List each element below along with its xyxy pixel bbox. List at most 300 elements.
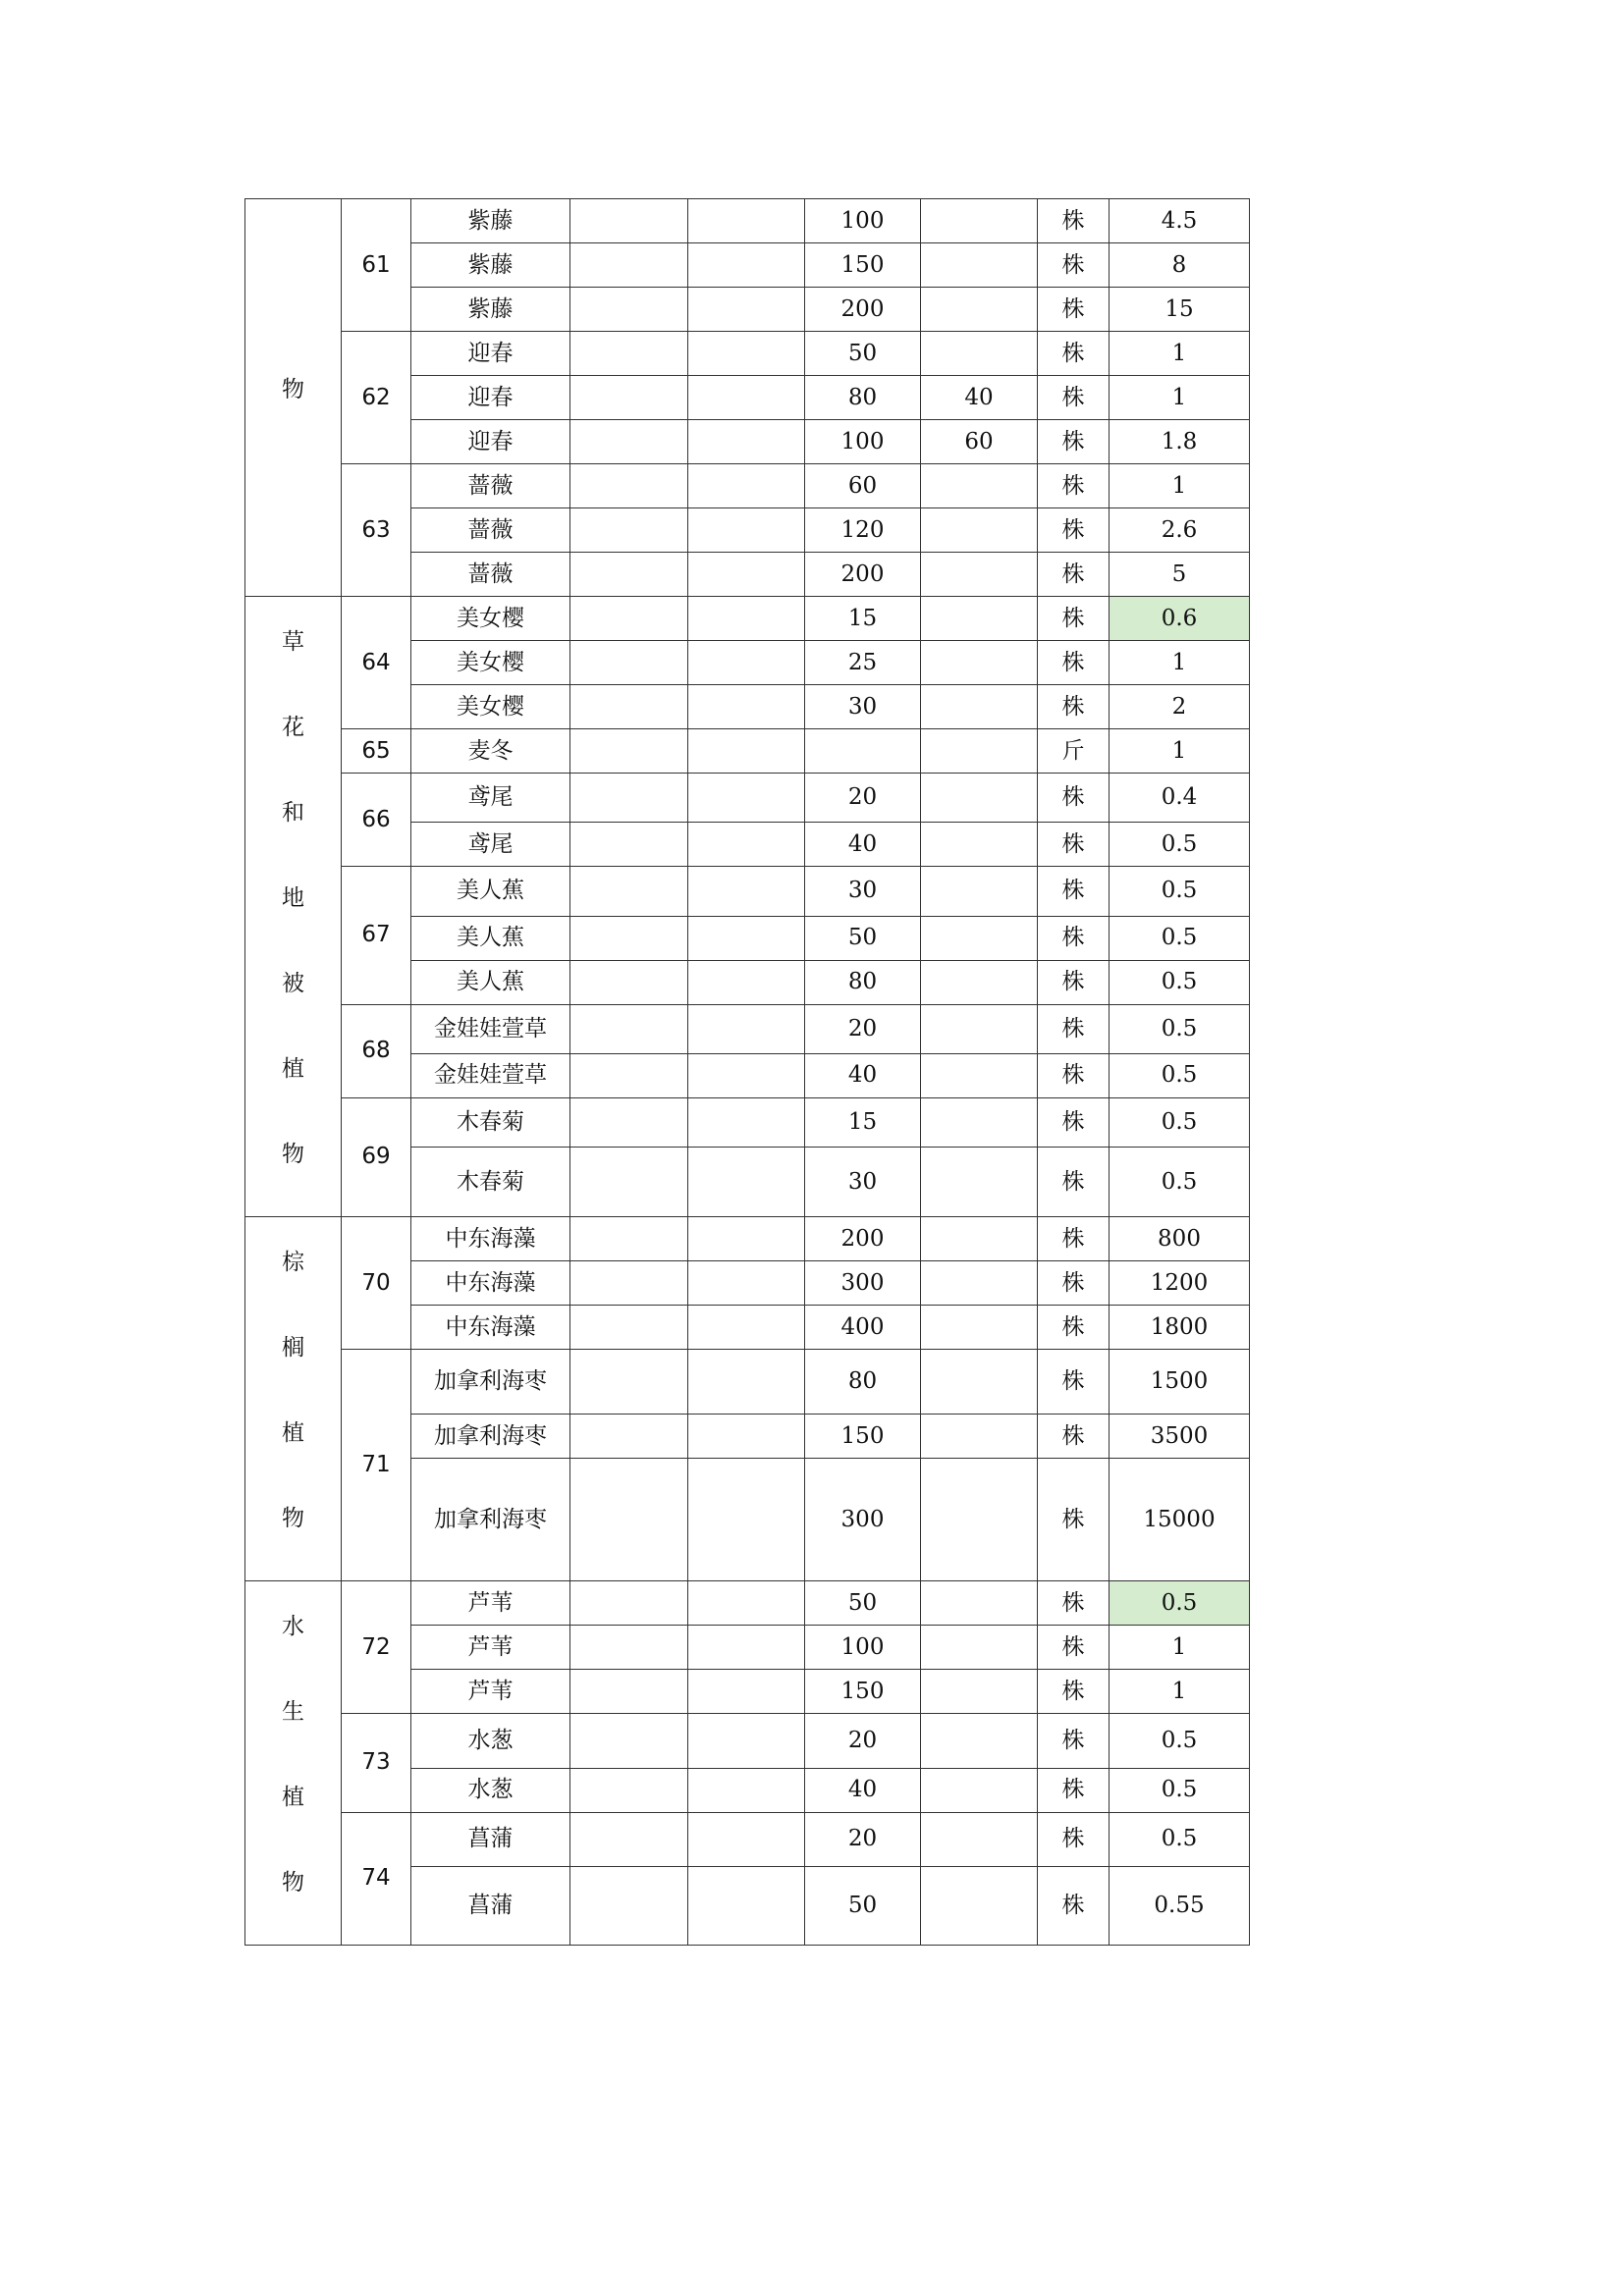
plant-name-cell: 芦苇 — [411, 1670, 570, 1714]
spec-cell — [921, 553, 1038, 597]
spec-cell — [921, 1097, 1038, 1147]
plant-name-cell: 迎春 — [411, 332, 570, 376]
spec-cell — [921, 729, 1038, 774]
table-row — [245, 597, 1250, 641]
price-cell: 1 — [1110, 376, 1250, 420]
price-cell: 5 — [1110, 553, 1250, 597]
category-char: 物 — [282, 376, 304, 402]
blank-cell — [688, 916, 805, 960]
price-cell: 0.5 — [1110, 1097, 1250, 1147]
plant-name-cell: 紫藤 — [411, 243, 570, 288]
unit-cell: 株 — [1038, 332, 1110, 376]
size-cell: 80 — [805, 1350, 921, 1415]
unit-cell: 株 — [1038, 1812, 1110, 1867]
blank-cell — [570, 508, 688, 553]
size-cell: 150 — [805, 1415, 921, 1459]
blank-cell — [688, 243, 805, 288]
size-cell: 15 — [805, 1097, 921, 1147]
blank-cell — [688, 1261, 805, 1306]
size-cell: 30 — [805, 1148, 921, 1217]
spec-cell — [921, 1867, 1038, 1946]
plant-name-cell: 蔷薇 — [411, 508, 570, 553]
item-number-cell: 70 — [342, 1217, 411, 1350]
blank-cell — [688, 553, 805, 597]
blank-cell — [570, 1415, 688, 1459]
blank-cell — [688, 288, 805, 332]
price-cell: 0.5 — [1110, 1812, 1250, 1867]
category-char: 草 — [282, 629, 304, 655]
category-cell — [245, 199, 342, 597]
blank-cell — [688, 597, 805, 641]
plant-name-cell: 美女樱 — [411, 685, 570, 729]
blank-cell — [570, 332, 688, 376]
size-cell: 400 — [805, 1306, 921, 1350]
blank-cell — [688, 823, 805, 867]
size-cell: 50 — [805, 916, 921, 960]
table-row — [245, 774, 1250, 823]
price-cell: 0.5 — [1110, 1581, 1250, 1626]
spec-cell — [921, 916, 1038, 960]
blank-cell — [570, 1459, 688, 1581]
spec-cell — [921, 1459, 1038, 1581]
blank-cell — [570, 420, 688, 464]
unit-cell: 株 — [1038, 199, 1110, 243]
size-cell: 120 — [805, 508, 921, 553]
category-label — [245, 597, 341, 1216]
category-label — [245, 1217, 341, 1580]
blank-cell — [688, 376, 805, 420]
blank-cell — [570, 1626, 688, 1670]
price-cell: 1 — [1110, 332, 1250, 376]
size-cell: 50 — [805, 1867, 921, 1946]
blank-cell — [688, 1768, 805, 1812]
unit-cell: 斤 — [1038, 729, 1110, 774]
spec-cell — [921, 1714, 1038, 1769]
plant-name-cell: 蔷薇 — [411, 553, 570, 597]
category-char: 榈 — [282, 1335, 304, 1361]
table-row — [245, 1812, 1250, 1867]
table-row — [245, 1217, 1250, 1261]
unit-cell: 株 — [1038, 1261, 1110, 1306]
unit-cell: 株 — [1038, 1867, 1110, 1946]
item-number-cell: 69 — [342, 1097, 411, 1216]
size-cell: 150 — [805, 1670, 921, 1714]
price-cell: 0.6 — [1110, 597, 1250, 641]
item-number-cell: 68 — [342, 1004, 411, 1097]
table-row — [245, 464, 1250, 508]
category-char: 物 — [282, 1142, 304, 1167]
size-cell: 15 — [805, 597, 921, 641]
size-cell: 100 — [805, 1626, 921, 1670]
plant-name-cell: 中东海藻 — [411, 1261, 570, 1306]
unit-cell: 株 — [1038, 960, 1110, 1004]
plant-name-cell: 紫藤 — [411, 199, 570, 243]
blank-cell — [570, 1867, 688, 1946]
size-cell: 50 — [805, 332, 921, 376]
spec-cell — [921, 332, 1038, 376]
blank-cell — [688, 1714, 805, 1769]
category-char: 物 — [282, 1506, 304, 1531]
spec-cell — [921, 199, 1038, 243]
spec-cell — [921, 1670, 1038, 1714]
blank-cell — [570, 774, 688, 823]
plant-name-cell: 迎春 — [411, 376, 570, 420]
unit-cell: 株 — [1038, 1350, 1110, 1415]
price-cell: 0.5 — [1110, 916, 1250, 960]
blank-cell — [570, 288, 688, 332]
price-cell: 0.5 — [1110, 867, 1250, 916]
plant-name-cell: 金娃娃萱草 — [411, 1004, 570, 1053]
unit-cell: 株 — [1038, 508, 1110, 553]
size-cell: 30 — [805, 867, 921, 916]
spec-cell — [921, 960, 1038, 1004]
table-body — [245, 199, 1250, 1946]
category-char: 植 — [282, 1420, 304, 1446]
unit-cell: 株 — [1038, 685, 1110, 729]
spec-cell — [921, 243, 1038, 288]
plant-name-cell: 菖蒲 — [411, 1812, 570, 1867]
blank-cell — [570, 243, 688, 288]
blank-cell — [688, 729, 805, 774]
spec-cell — [921, 288, 1038, 332]
item-number-cell: 73 — [342, 1714, 411, 1813]
spec-cell — [921, 1581, 1038, 1626]
blank-cell — [688, 1415, 805, 1459]
blank-cell — [570, 1217, 688, 1261]
unit-cell: 株 — [1038, 1217, 1110, 1261]
price-cell: 1800 — [1110, 1306, 1250, 1350]
blank-cell — [570, 1148, 688, 1217]
category-char: 植 — [282, 1785, 304, 1810]
item-number-cell: 66 — [342, 774, 411, 867]
unit-cell: 株 — [1038, 1004, 1110, 1053]
blank-cell — [570, 1670, 688, 1714]
spec-cell — [921, 1415, 1038, 1459]
plant-name-cell: 蔷薇 — [411, 464, 570, 508]
spec-cell — [921, 867, 1038, 916]
blank-cell — [688, 464, 805, 508]
plant-name-cell: 美女樱 — [411, 641, 570, 685]
unit-cell: 株 — [1038, 1097, 1110, 1147]
table-row — [245, 1581, 1250, 1626]
plant-name-cell: 金娃娃萱草 — [411, 1053, 570, 1097]
plant-name-cell: 加拿利海枣 — [411, 1415, 570, 1459]
spec-cell — [921, 1004, 1038, 1053]
blank-cell — [570, 376, 688, 420]
blank-cell — [688, 641, 805, 685]
blank-cell — [570, 1768, 688, 1812]
price-cell: 15000 — [1110, 1459, 1250, 1581]
category-char: 生 — [282, 1699, 304, 1725]
table-row — [245, 199, 1250, 243]
unit-cell: 株 — [1038, 823, 1110, 867]
blank-cell — [570, 597, 688, 641]
plant-name-cell: 芦苇 — [411, 1581, 570, 1626]
plant-name-cell: 美人蕉 — [411, 867, 570, 916]
price-cell: 1 — [1110, 729, 1250, 774]
category-char: 棕 — [282, 1250, 304, 1275]
unit-cell: 株 — [1038, 641, 1110, 685]
item-number-cell: 62 — [342, 332, 411, 464]
spec-cell — [921, 1812, 1038, 1867]
plant-name-cell: 美女樱 — [411, 597, 570, 641]
plant-name-cell: 紫藤 — [411, 288, 570, 332]
plant-name-cell: 美人蕉 — [411, 960, 570, 1004]
size-cell: 80 — [805, 960, 921, 1004]
blank-cell — [688, 685, 805, 729]
category-char: 花 — [282, 715, 304, 740]
price-cell: 0.5 — [1110, 823, 1250, 867]
blank-cell — [688, 420, 805, 464]
plant-name-cell: 麦冬 — [411, 729, 570, 774]
plant-name-cell: 鸢尾 — [411, 823, 570, 867]
blank-cell — [688, 1097, 805, 1147]
size-cell: 25 — [805, 641, 921, 685]
plant-price-table — [244, 198, 1250, 1946]
blank-cell — [688, 1459, 805, 1581]
blank-cell — [688, 1350, 805, 1415]
size-cell: 200 — [805, 553, 921, 597]
blank-cell — [570, 464, 688, 508]
blank-cell — [570, 1306, 688, 1350]
spec-cell — [921, 597, 1038, 641]
blank-cell — [570, 1350, 688, 1415]
unit-cell: 株 — [1038, 1670, 1110, 1714]
unit-cell: 株 — [1038, 288, 1110, 332]
unit-cell: 株 — [1038, 376, 1110, 420]
price-cell: 8 — [1110, 243, 1250, 288]
price-cell: 1 — [1110, 641, 1250, 685]
price-sheet — [244, 198, 1250, 1946]
size-cell: 300 — [805, 1459, 921, 1581]
size-cell: 300 — [805, 1261, 921, 1306]
blank-cell — [688, 867, 805, 916]
item-number-cell: 64 — [342, 597, 411, 729]
item-number-cell: 71 — [342, 1350, 411, 1581]
blank-cell — [688, 1004, 805, 1053]
item-number-cell: 63 — [342, 464, 411, 597]
price-cell: 0.5 — [1110, 1768, 1250, 1812]
blank-cell — [570, 1053, 688, 1097]
blank-cell — [570, 1097, 688, 1147]
price-cell: 3500 — [1110, 1415, 1250, 1459]
table-row — [245, 729, 1250, 774]
category-char: 植 — [282, 1056, 304, 1082]
price-cell: 0.4 — [1110, 774, 1250, 823]
blank-cell — [688, 960, 805, 1004]
plant-name-cell: 芦苇 — [411, 1626, 570, 1670]
plant-name-cell: 水葱 — [411, 1714, 570, 1769]
plant-name-cell: 水葱 — [411, 1768, 570, 1812]
table-row — [245, 867, 1250, 916]
price-cell: 1.8 — [1110, 420, 1250, 464]
table-row — [245, 1097, 1250, 1147]
price-cell: 15 — [1110, 288, 1250, 332]
plant-name-cell: 加拿利海枣 — [411, 1459, 570, 1581]
blank-cell — [570, 823, 688, 867]
spec-cell: 40 — [921, 376, 1038, 420]
item-number-cell: 61 — [342, 199, 411, 332]
blank-cell — [688, 199, 805, 243]
blank-cell — [688, 1581, 805, 1626]
blank-cell — [688, 1812, 805, 1867]
plant-name-cell: 菖蒲 — [411, 1867, 570, 1946]
spec-cell — [921, 823, 1038, 867]
plant-name-cell: 美人蕉 — [411, 916, 570, 960]
category-char: 物 — [282, 1870, 304, 1896]
blank-cell — [570, 1714, 688, 1769]
category-label — [245, 345, 341, 452]
blank-cell — [570, 199, 688, 243]
price-cell: 0.5 — [1110, 1148, 1250, 1217]
blank-cell — [688, 774, 805, 823]
blank-cell — [688, 1217, 805, 1261]
price-cell: 1200 — [1110, 1261, 1250, 1306]
price-cell: 4.5 — [1110, 199, 1250, 243]
unit-cell: 株 — [1038, 597, 1110, 641]
price-cell: 0.5 — [1110, 1004, 1250, 1053]
spec-cell — [921, 1306, 1038, 1350]
price-cell: 2.6 — [1110, 508, 1250, 553]
spec-cell — [921, 1768, 1038, 1812]
blank-cell — [570, 1812, 688, 1867]
blank-cell — [570, 867, 688, 916]
size-cell: 20 — [805, 1004, 921, 1053]
spec-cell — [921, 685, 1038, 729]
size-cell: 40 — [805, 1053, 921, 1097]
price-cell: 0.5 — [1110, 1053, 1250, 1097]
category-char: 和 — [282, 800, 304, 826]
item-number-cell: 72 — [342, 1581, 411, 1714]
size-cell: 60 — [805, 464, 921, 508]
table-row — [245, 1350, 1250, 1415]
blank-cell — [570, 1261, 688, 1306]
table-row — [245, 332, 1250, 376]
category-cell — [245, 1217, 342, 1581]
spec-cell — [921, 1053, 1038, 1097]
blank-cell — [570, 553, 688, 597]
category-cell — [245, 597, 342, 1217]
unit-cell: 株 — [1038, 464, 1110, 508]
size-cell: 200 — [805, 288, 921, 332]
blank-cell — [688, 1148, 805, 1217]
price-cell: 1 — [1110, 1670, 1250, 1714]
spec-cell: 60 — [921, 420, 1038, 464]
price-cell: 1500 — [1110, 1350, 1250, 1415]
item-number-cell: 74 — [342, 1812, 411, 1946]
item-number-cell: 65 — [342, 729, 411, 774]
size-cell: 40 — [805, 1768, 921, 1812]
plant-name-cell: 迎春 — [411, 420, 570, 464]
blank-cell — [688, 1670, 805, 1714]
price-cell: 0.5 — [1110, 1714, 1250, 1769]
price-cell: 1 — [1110, 464, 1250, 508]
size-cell: 200 — [805, 1217, 921, 1261]
unit-cell: 株 — [1038, 1053, 1110, 1097]
spec-cell — [921, 1261, 1038, 1306]
blank-cell — [688, 1867, 805, 1946]
size-cell: 100 — [805, 420, 921, 464]
unit-cell: 株 — [1038, 916, 1110, 960]
spec-cell — [921, 1626, 1038, 1670]
unit-cell: 株 — [1038, 420, 1110, 464]
size-cell: 20 — [805, 1714, 921, 1769]
size-cell: 50 — [805, 1581, 921, 1626]
blank-cell — [570, 916, 688, 960]
price-cell: 1 — [1110, 1626, 1250, 1670]
spec-cell — [921, 1217, 1038, 1261]
price-cell: 0.5 — [1110, 960, 1250, 1004]
unit-cell: 株 — [1038, 1148, 1110, 1217]
size-cell: 20 — [805, 1812, 921, 1867]
item-number-cell: 67 — [342, 867, 411, 1004]
price-cell: 800 — [1110, 1217, 1250, 1261]
category-label — [245, 1581, 341, 1945]
blank-cell — [688, 1306, 805, 1350]
category-char: 地 — [282, 885, 304, 911]
plant-name-cell: 木春菊 — [411, 1097, 570, 1147]
spec-cell — [921, 774, 1038, 823]
size-cell — [805, 729, 921, 774]
plant-name-cell: 中东海藻 — [411, 1306, 570, 1350]
size-cell: 40 — [805, 823, 921, 867]
price-cell: 0.55 — [1110, 1867, 1250, 1946]
blank-cell — [570, 1004, 688, 1053]
blank-cell — [570, 729, 688, 774]
unit-cell: 株 — [1038, 1714, 1110, 1769]
size-cell: 150 — [805, 243, 921, 288]
spec-cell — [921, 1148, 1038, 1217]
plant-name-cell: 木春菊 — [411, 1148, 570, 1217]
size-cell: 100 — [805, 199, 921, 243]
unit-cell: 株 — [1038, 243, 1110, 288]
size-cell: 80 — [805, 376, 921, 420]
plant-name-cell: 鸢尾 — [411, 774, 570, 823]
blank-cell — [570, 641, 688, 685]
category-cell — [245, 1581, 342, 1946]
table-row — [245, 1004, 1250, 1053]
unit-cell: 株 — [1038, 774, 1110, 823]
unit-cell: 株 — [1038, 1581, 1110, 1626]
unit-cell: 株 — [1038, 1768, 1110, 1812]
size-cell: 20 — [805, 774, 921, 823]
table-row — [245, 1714, 1250, 1769]
plant-name-cell: 中东海藻 — [411, 1217, 570, 1261]
spec-cell — [921, 464, 1038, 508]
category-char: 水 — [282, 1614, 304, 1639]
spec-cell — [921, 508, 1038, 553]
unit-cell: 株 — [1038, 1306, 1110, 1350]
unit-cell: 株 — [1038, 1459, 1110, 1581]
plant-name-cell: 加拿利海枣 — [411, 1350, 570, 1415]
unit-cell: 株 — [1038, 1626, 1110, 1670]
size-cell: 30 — [805, 685, 921, 729]
category-char: 被 — [282, 971, 304, 996]
unit-cell: 株 — [1038, 1415, 1110, 1459]
spec-cell — [921, 1350, 1038, 1415]
blank-cell — [688, 1626, 805, 1670]
unit-cell: 株 — [1038, 867, 1110, 916]
blank-cell — [570, 685, 688, 729]
unit-cell: 株 — [1038, 553, 1110, 597]
blank-cell — [570, 960, 688, 1004]
blank-cell — [688, 1053, 805, 1097]
spec-cell — [921, 641, 1038, 685]
price-cell: 2 — [1110, 685, 1250, 729]
blank-cell — [688, 508, 805, 553]
blank-cell — [570, 1581, 688, 1626]
blank-cell — [688, 332, 805, 376]
